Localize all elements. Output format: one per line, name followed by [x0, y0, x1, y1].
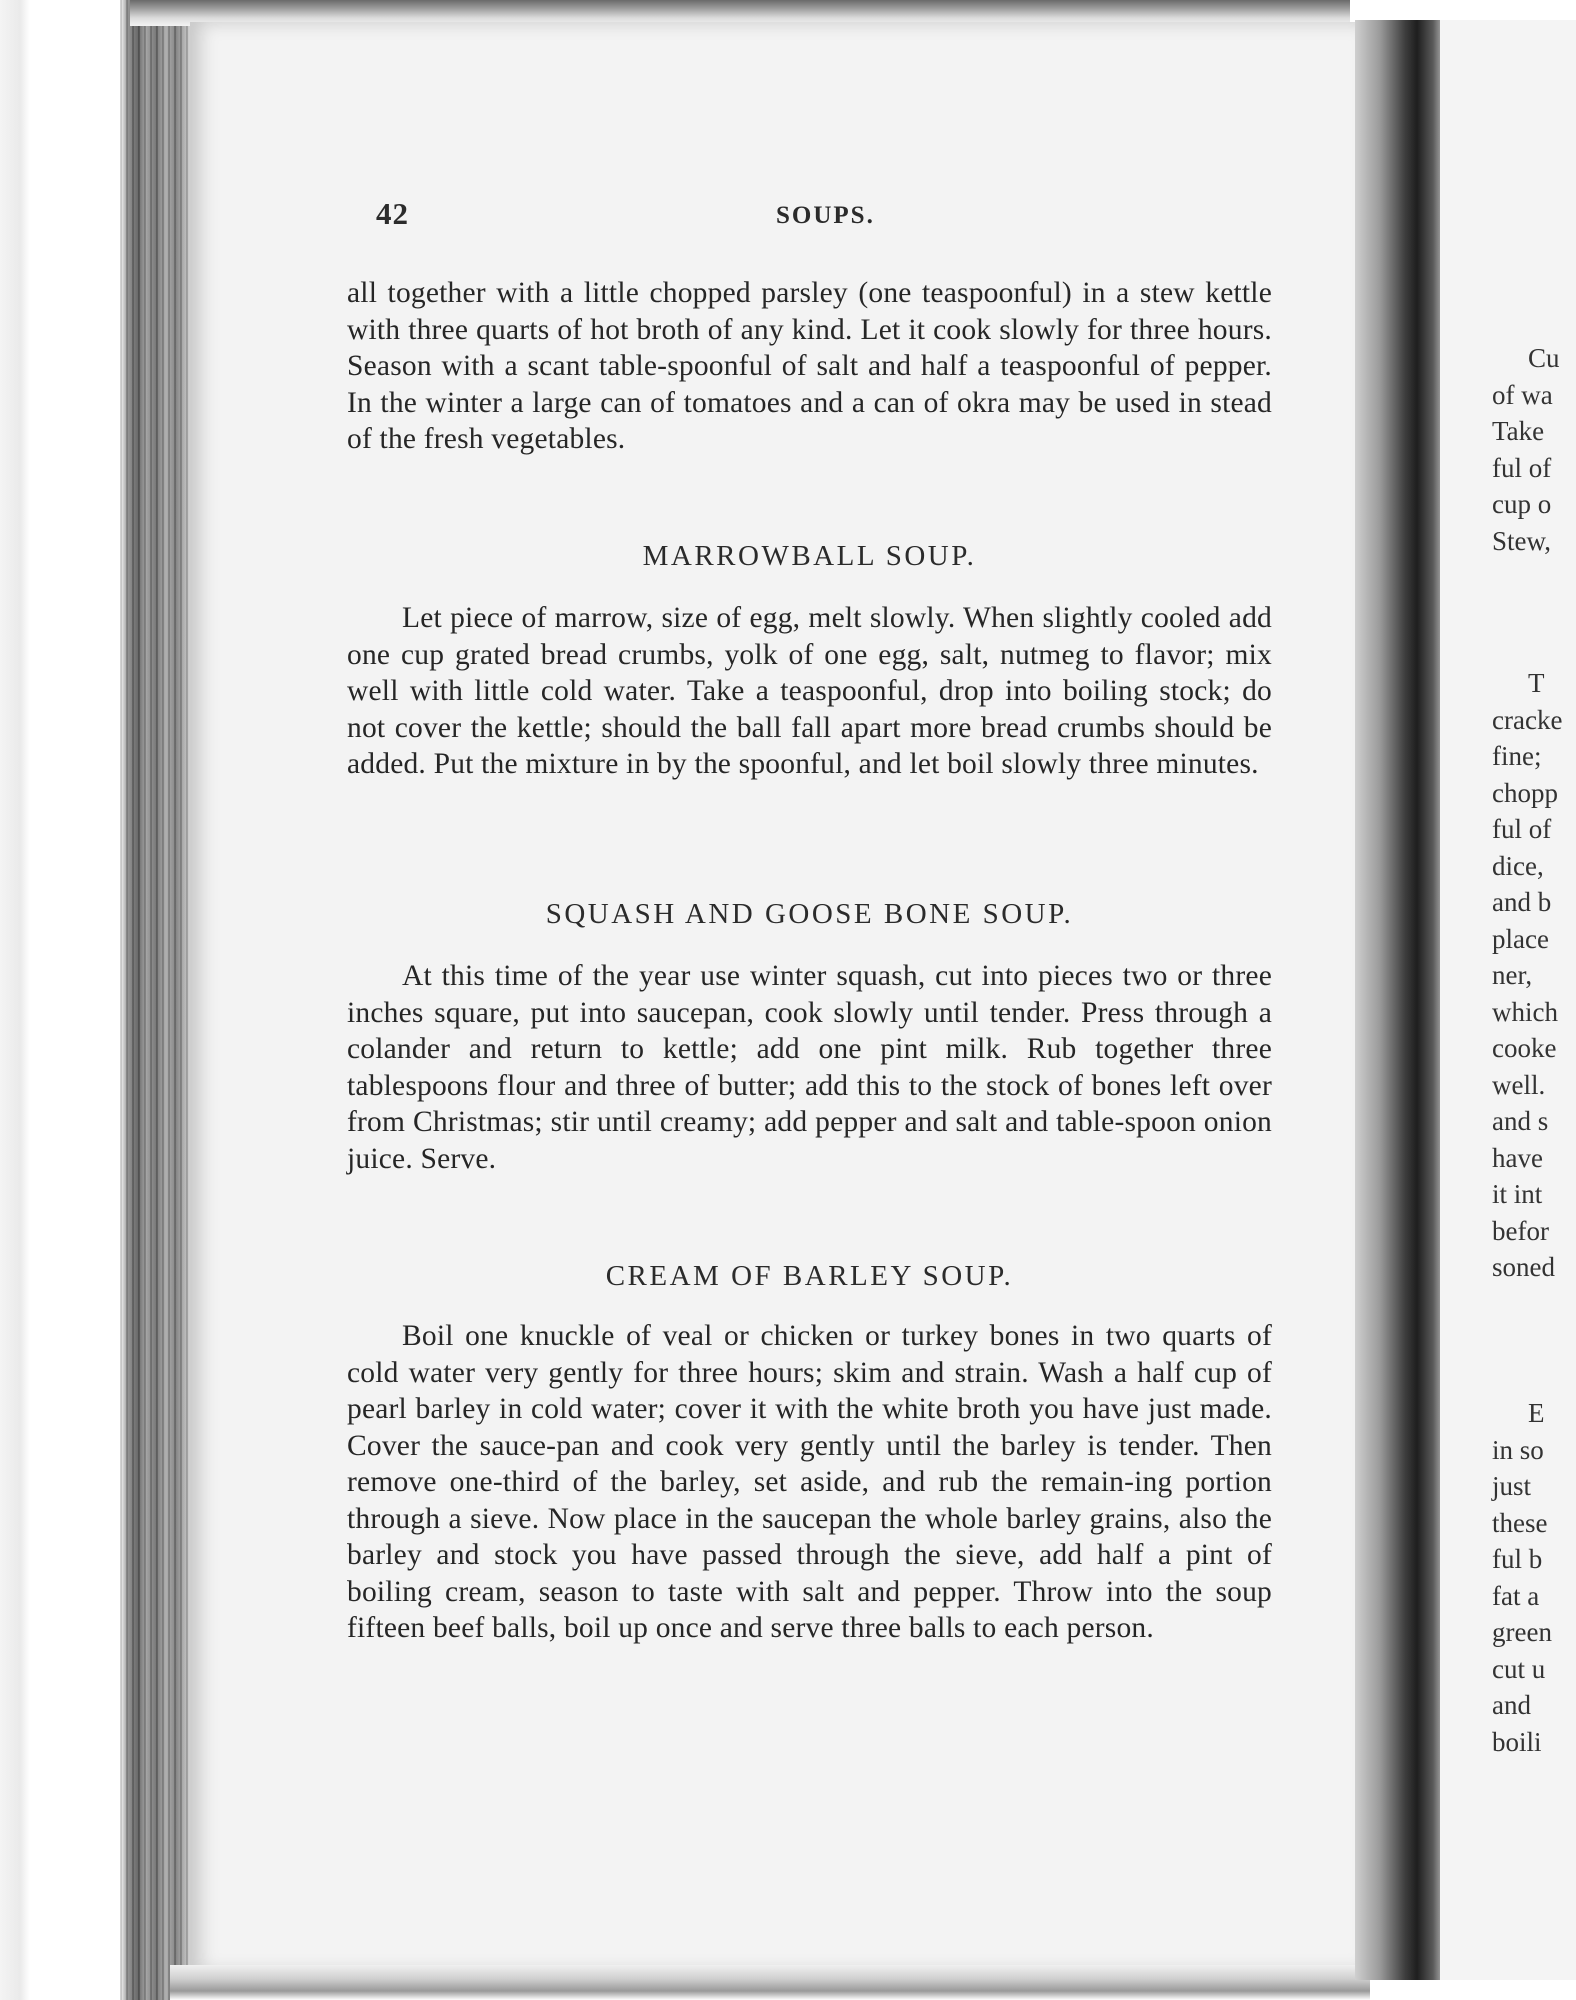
facing-page-fragment: T [1528, 668, 1545, 698]
facing-page-fragment: and [1492, 1690, 1531, 1720]
facing-page [1440, 20, 1576, 1980]
facing-page-fragment: place [1492, 923, 1549, 954]
section-heading-squash: SQUASH AND GOOSE BONE SOUP. [545, 898, 1074, 930]
section-heading-marrowball: MARROWBALL SOUP. [642, 540, 977, 572]
facing-page-fragment: in so [1492, 1434, 1544, 1465]
book-binding-edge [0, 0, 210, 2000]
facing-page-fragment: which [1492, 996, 1558, 1027]
facing-page-fragment: just [1492, 1471, 1532, 1501]
running-head: SOUPS. [776, 202, 875, 229]
facing-page-fragment: green [1492, 1617, 1552, 1647]
facing-page-fragment: fat a [1492, 1580, 1540, 1611]
facing-page-fragment: cracke [1492, 704, 1563, 735]
section-body-barley: Boil one knuckle of veal or chicken or turkey bones in two quarts of cold water very gently for three hours; skim and strain. Wash a half cup of pearl barley in cold water; cover it with the white broth you have just made. Cover the sauce-pan and cook very gently until the barley is tender. Then remove one-third of the barley, set aside, and rub the remain-ing portion through a sieve. Now place in the saucepan the whole barley grains, also the barley and stock you have passed through the sieve, add half a pint of boiling cream, season to taste with salt and pepper. Throw into the soup fifteen beef balls, boil up once and serve three balls to each person. [347, 1320, 1272, 1644]
facing-page-fragment: of wa [1492, 379, 1553, 410]
facing-page-fragment: ful b [1492, 1544, 1543, 1574]
facing-page-fragment: boili [1492, 1726, 1542, 1757]
facing-page-fragment: cooke [1492, 1033, 1557, 1063]
page-bottom-edge [170, 1965, 1370, 2000]
facing-page-fragment: ful of [1492, 452, 1552, 483]
facing-page-fragment: Take [1492, 416, 1545, 446]
section-body-squash: At this time of the year use winter squash, cut into pieces two or three inches square, put into saucepan, cook slowly until tender. Press through a colander and return to kettle; add one pint milk. Rub together three tablespoons flour and three of butter; add this to the stock of bones left over from Christmas; stir until creamy; add pepper and salt and table-spoon onion juice. Serve. [347, 960, 1272, 1175]
facing-page-fragment: cup o [1492, 489, 1552, 519]
book-gutter [1355, 20, 1445, 1980]
facing-page-fragment: and s [1492, 1106, 1549, 1136]
facing-page-fragment: soned [1492, 1252, 1555, 1282]
facing-page-fragment: chopp [1492, 777, 1558, 808]
facing-page-fragment: cut u [1492, 1653, 1546, 1684]
facing-page-fragment: and b [1492, 887, 1552, 917]
facing-page-fragment: fine; [1492, 741, 1542, 771]
section-heading-barley: CREAM OF BARLEY SOUP. [605, 1260, 1014, 1292]
facing-page-fragment: well. [1492, 1069, 1546, 1100]
facing-page-fragment: Cu [1528, 343, 1560, 373]
page-number: 42 [376, 196, 409, 231]
facing-page-fragment: ful of [1492, 814, 1552, 844]
facing-page-fragment: E [1528, 1398, 1545, 1428]
facing-page-fragment: dice, [1492, 850, 1544, 881]
facing-page-fragment: these [1492, 1507, 1548, 1538]
continuation-paragraph: all together with a little chopped parsley (one teaspoonful) in a stew kettle with three quarts of hot broth of any kind. Let it cook slowly for three hours. Season with a scant table-spoonful of salt and half a teaspoonful of pepper. In the winter a large can of tomatoes and a can of okra may be used in stead of the fresh vegetables. [347, 277, 1272, 455]
facing-page-fragment: befor [1492, 1215, 1549, 1246]
facing-page-fragment: it int [1492, 1179, 1543, 1209]
section-body-marrowball: Let piece of marrow, size of egg, melt slowly. When slightly cooled add one cup grated bread crumbs, yolk of one egg, salt, nutmeg to flavor; mix well with little cold water. Take a teaspoonful, drop into boiling stock; do not cover the kettle; should the ball fall apart more bread crumbs should be added. Put the mixture in by the spoonful, and let boil slowly three minutes. [347, 602, 1272, 780]
facing-page-fragment: have [1492, 1142, 1543, 1173]
facing-page-fragment: ner, [1492, 960, 1533, 990]
facing-page-fragment: Stew, [1492, 525, 1551, 556]
